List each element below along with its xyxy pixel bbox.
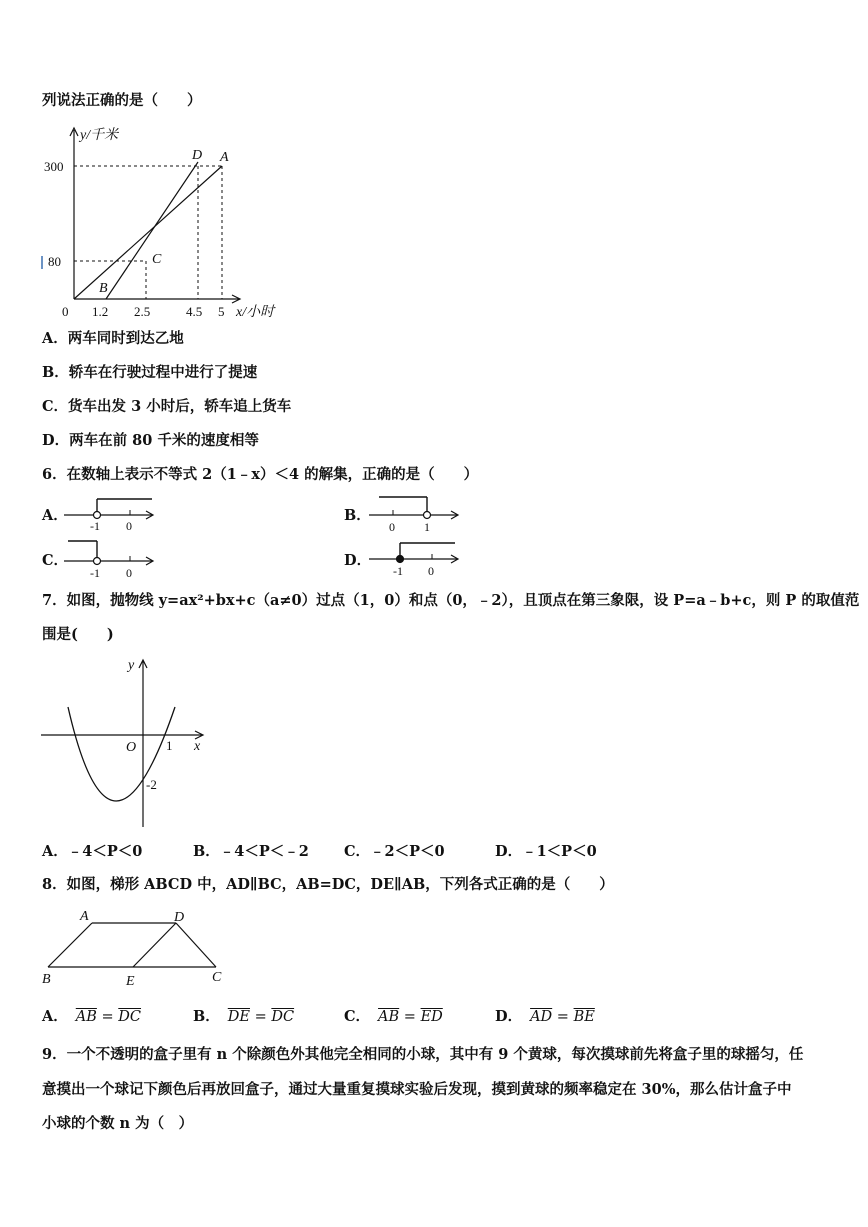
y-tick-300: 300 xyxy=(44,159,64,174)
y-axis-label: y xyxy=(128,658,135,673)
x-tick-0: 0 xyxy=(62,304,69,319)
q6-option-c-label: C． xyxy=(42,552,69,569)
point-D: D xyxy=(192,148,203,163)
q7-stem-line2: 围是( ) xyxy=(42,626,114,643)
x-tick-1.2: 1.2 xyxy=(92,304,109,319)
q9-line2: 意摸出一个球记下颜色后再放回盒子，通过大量重复摸球实验后发现，摸到黄球的频率稳定在 30%，那么估计盒子中 xyxy=(42,1081,792,1098)
side-AB xyxy=(48,923,92,967)
origin-label: O xyxy=(126,740,137,755)
tick-1: 1 xyxy=(424,520,430,534)
y-tick-80: 80 xyxy=(48,254,61,269)
y-axis-label: y/千米 xyxy=(80,128,119,143)
segment-DE xyxy=(133,923,176,967)
q5-option-d: D．两车在前 80 千米的速度相等 xyxy=(42,432,259,449)
q9-line1: 9．一个不透明的盒子里有 n 个除颜色外其他完全相同的小球，其中有 9 个黄球，每次摸球前先将盒子里的球摇匀，任 xyxy=(42,1046,804,1063)
tick-0: 0 xyxy=(389,520,395,534)
q5-option-c: C．货车出发 3 小时后，轿车追上货车 xyxy=(42,398,292,415)
point-B: B xyxy=(99,281,108,296)
x-tick-2.5: 2.5 xyxy=(134,304,151,319)
side-DC xyxy=(176,923,216,967)
trapezoid-figure xyxy=(40,905,230,987)
vertex-D: D xyxy=(174,910,185,925)
tick-minus-1: -1 xyxy=(90,566,100,580)
tick-minus-1: -1 xyxy=(393,564,403,578)
q8-option-b: B． $\overline{DE} = \overline{DC}$ xyxy=(193,1008,295,1025)
q7-option-b: B．﹣4＜P＜﹣2 xyxy=(193,843,309,860)
x-intercept-label: 1 xyxy=(166,738,173,753)
q8-option-a: A． $\overline{AB} = \overline{DC}$ xyxy=(42,1008,142,1025)
tick-0: 0 xyxy=(428,564,434,578)
tick-0: 0 xyxy=(126,566,132,580)
point-C: C xyxy=(152,252,162,267)
distance-time-graph xyxy=(36,122,296,327)
q5-option-b: B．轿车在行驶过程中进行了提速 xyxy=(42,364,258,381)
tick-minus-1: -1 xyxy=(90,519,100,533)
vertex-C: C xyxy=(212,970,222,985)
vertex-B: B xyxy=(42,972,51,987)
q6-option-b-label: B． xyxy=(344,507,371,524)
q6-stem: 6．在数轴上表示不等式 2（1﹣x）＜4 的解集，正确的是（ ） xyxy=(42,466,479,483)
q8-option-c: C． $\overline{AB} = \overline{ED}$ xyxy=(344,1008,443,1025)
y-intercept-label: -2 xyxy=(146,777,157,792)
q6-option-a-label: A． xyxy=(42,507,68,524)
parabola-graph xyxy=(38,655,210,830)
q7-stem-line1: 7．如图，抛物线 y=ax²+bx+c（a≠0）过点（1，0）和点（0，﹣2），且顶点在第三象限，设 P=a﹣b+c，则 P 的取值范 xyxy=(42,592,860,609)
q6-number-line-a xyxy=(64,494,156,532)
q6-number-line-b xyxy=(369,494,461,534)
question-stem-tail: 列说法正确的是（ ） xyxy=(42,92,202,109)
vertex-E: E xyxy=(126,974,135,989)
q6-number-line-c xyxy=(64,538,156,580)
q6-option-d-label: D． xyxy=(344,552,372,569)
q7-option-c: C．﹣2＜P＜0 xyxy=(344,843,445,860)
line-OA xyxy=(74,166,222,299)
x-axis-label: x/小时 xyxy=(236,305,275,320)
tick-0: 0 xyxy=(126,519,132,533)
q8-option-d: D． $\overline{AD} = \overline{BE}$ xyxy=(495,1008,595,1025)
parabola-curve xyxy=(68,707,175,801)
q7-option-a: A．﹣4＜P＜0 xyxy=(42,843,143,860)
point-A: A xyxy=(220,150,229,165)
x-tick-4.5: 4.5 xyxy=(186,304,203,319)
x-axis-label: x xyxy=(194,739,201,754)
vertex-A: A xyxy=(80,909,89,924)
q9-line3: 小球的个数 n 为（ ） xyxy=(42,1115,194,1132)
x-tick-5: 5 xyxy=(218,304,225,319)
q5-option-a: A．两车同时到达乙地 xyxy=(42,330,184,347)
q6-number-line-d xyxy=(369,538,461,580)
q7-option-d: D．﹣1＜P＜0 xyxy=(495,843,597,860)
q8-stem: 8．如图，梯形 ABCD 中，AD∥BC，AB=DC，DE∥AB，下列各式正确的是（ ） xyxy=(42,876,614,893)
line-BD xyxy=(106,162,198,299)
